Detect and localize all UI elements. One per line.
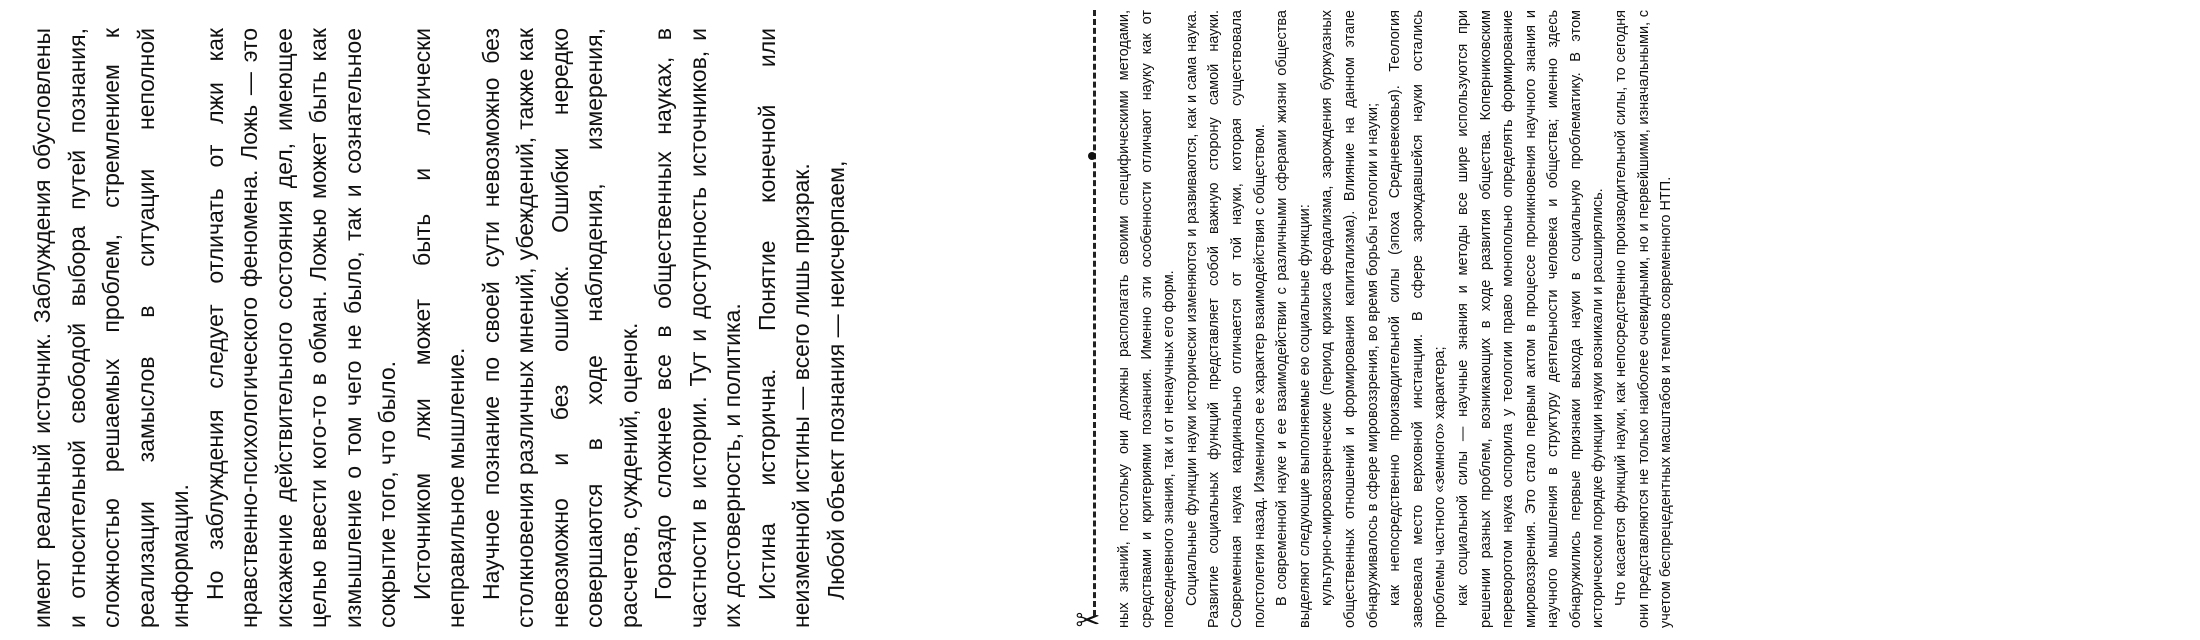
paragraph: как непосредственно производительной силы (эпоха Средневековья). Теология завоевала место верховной инстанции. В сфере зарождавшейся науки остались проблемы частного «земного» характера;	[1387, 10, 1449, 628]
cut-line-separator	[1075, 10, 1106, 639]
paragraph: как социальной силы — научные знания и методы все шире используются при решении разных проблем, возникающих в ходе развития общества. Коперниковским переворотом наука оспорила у теологии право монопольно определять формирование мировоззрения. Это стало первым актом в процессе проникновения научного знания и научного мышления в структуру деятельности человека и общества; именно здесь обнаружились первые признаки выхода науки в социальную проблематику. В этом историческом порядке функции науки возникали и расширялись.	[1454, 10, 1607, 628]
lower-text-block	[1113, 10, 2188, 628]
paragraph: ных знаний, постольку они должны располагать своими специфическими методами, средствами и критериями познания. Именно эти особенности отличают науку как от повседневного знания, так и от ненаучных его форм.	[1116, 10, 1178, 628]
paragraph: Научное познание по своей сути невозможно без столкновения различных мнений, убеждений, также как невозможно и без ошибок. Ошибки нередко совершаются в ходе наблюдения, измерения, расчетов, суждений, оценок.	[477, 28, 642, 628]
dashed-line	[1093, 10, 1096, 616]
scissors-icon: ✂	[1075, 603, 1101, 639]
paragraph: Что касается функций науки, как непосредственно производительной силы, то сегодня они представляются не только наиболее очевидными, но и первейшими, изначальными, с учетом беспрецедентных масштабов и темпов современного НТП.	[1613, 10, 1675, 628]
upper-text-block	[25, 28, 1070, 628]
paragraph: В современной науке и ее взаимодействии с различными сферами жизни общества выделяют следующие выполняемые ею социальные функции:	[1274, 10, 1313, 628]
paragraph: Любой объект познания — неисчерпаем,	[822, 160, 849, 600]
paragraph: культурно-мировоззренческие (период кризиса феодализма, зарождения буржуазных общественных отношений и формирования капитализма). Влияние на данном этапе обнаруживалось в сфере мировоззрения, во время борьбы теологии и науки;	[1319, 10, 1381, 628]
paragraph: Гораздо сложнее все в общественных науках, в частности в истории. Тут и доступность источников, и их достоверность, и политика.	[650, 28, 745, 628]
ink-dot	[1088, 152, 1096, 160]
paragraph: Социальные функции науки исторически изменяются и развиваются, как и сама наука. Развитие социальных функций представляет собой важную сторону самой науки. Современная наука кардинально отличается от той науки, которая существовала полстолетия назад. Изменился ее характер взаимодействия с обществом.	[1183, 10, 1268, 628]
paragraph: имеют реальный источник. Заблуждения обусловлены и относительной свободой выбора путей познания, сложностью решаемых проблем, стремлением к реализации замыслов в ситуации неполной информации.	[29, 28, 193, 628]
paragraph: Но заблуждения следует отличать от лжи как нравственно-психологического феномена. Ложь — это искажение действительного состояния дел, имеющее целью ввести кого-то в обман. Ложью может быть как измышление о том чего не было, так и сознательное сокрытие того, что было.	[201, 28, 400, 628]
paragraph: Источником лжи может быть и логически неправильное мышление.	[408, 28, 469, 628]
paragraph: Истина исторична. Понятие конечной или неизменной истины — всего лишь призрак.	[753, 28, 814, 628]
